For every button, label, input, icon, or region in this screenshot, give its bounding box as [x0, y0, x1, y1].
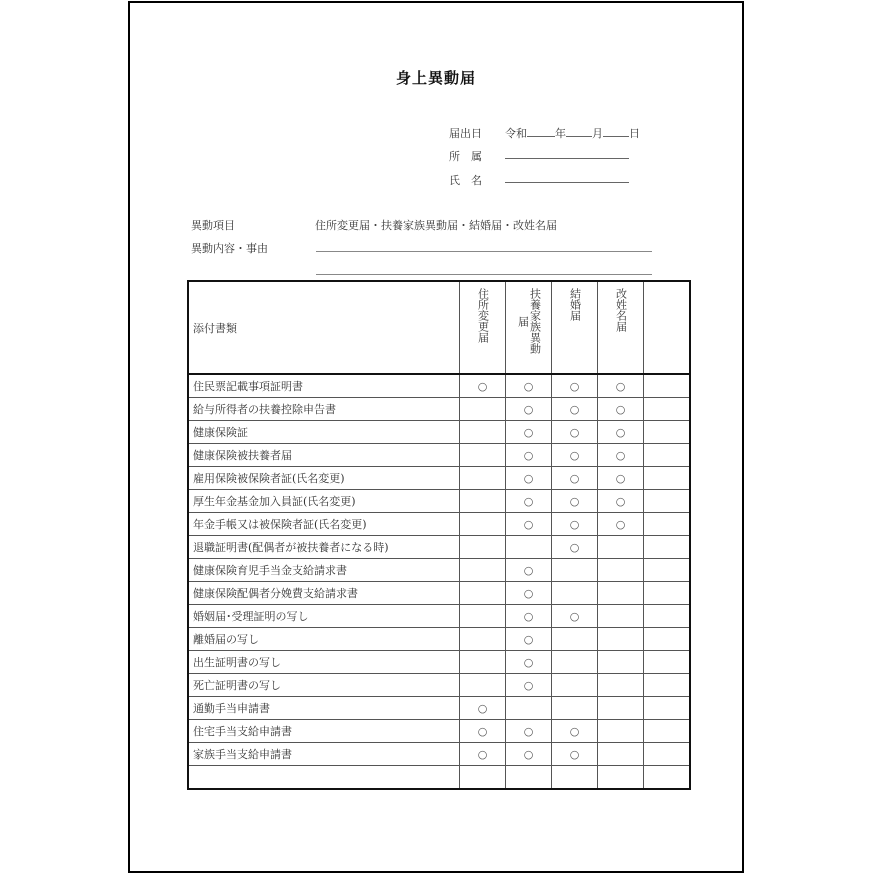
document-name: 家族手当支給申請書 [188, 743, 460, 766]
table-row [188, 559, 690, 582]
document-name: 住宅手当支給申請書 [188, 720, 460, 743]
form-page [128, 1, 744, 873]
mark-cell[interactable]: ○ [506, 582, 552, 605]
col-name-change: 改姓名届 [598, 281, 644, 374]
items-value: 住所変更届・扶養家族異動届・結婚届・改姓名届 [315, 219, 557, 232]
mark-cell[interactable] [598, 766, 644, 790]
table-row [188, 651, 690, 674]
table-row [188, 513, 690, 536]
mark-cell[interactable]: ○ [506, 605, 552, 628]
reason-line-2[interactable] [316, 262, 652, 275]
blank-cell[interactable] [644, 674, 691, 697]
date-value[interactable] [505, 125, 640, 141]
blank-cell[interactable] [644, 766, 691, 790]
mark-cell[interactable] [552, 582, 598, 605]
mark-cell[interactable] [552, 651, 598, 674]
mark-cell[interactable] [598, 651, 644, 674]
mark-cell[interactable]: ○ [460, 720, 506, 743]
mark-cell[interactable]: ○ [552, 720, 598, 743]
dept-label: 所 属 [449, 150, 482, 163]
blank-cell[interactable] [644, 467, 691, 490]
mark-cell[interactable] [506, 536, 552, 559]
attachments-table [187, 280, 691, 790]
blank-cell[interactable] [644, 444, 691, 467]
mark-cell[interactable]: ○ [598, 421, 644, 444]
mark-cell[interactable]: ○ [598, 490, 644, 513]
mark-cell[interactable]: ○ [598, 467, 644, 490]
mark-cell[interactable]: ○ [460, 374, 506, 398]
blank-cell[interactable] [644, 651, 691, 674]
mark-cell[interactable] [460, 490, 506, 513]
mark-cell[interactable]: ○ [552, 536, 598, 559]
era-label: 令和 [505, 127, 527, 140]
table-row [188, 720, 690, 743]
mark-cell[interactable] [598, 536, 644, 559]
blank-cell[interactable] [644, 536, 691, 559]
dept-field[interactable] [505, 148, 629, 162]
document-name: 離婚届の写し [188, 628, 460, 651]
mark-cell[interactable] [552, 766, 598, 790]
blank-cell[interactable] [644, 398, 691, 421]
mark-cell[interactable] [460, 444, 506, 467]
document-name: 出生証明書の写し [188, 651, 460, 674]
blank-cell[interactable] [644, 513, 691, 536]
mark-cell[interactable]: ○ [506, 374, 552, 398]
mark-cell[interactable]: ○ [506, 651, 552, 674]
mark-cell[interactable]: ○ [598, 398, 644, 421]
mark-cell[interactable] [598, 743, 644, 766]
mark-cell[interactable] [460, 513, 506, 536]
mark-cell[interactable]: ○ [552, 743, 598, 766]
document-name: 健康保険配偶者分娩費支給請求書 [188, 582, 460, 605]
mark-cell[interactable] [598, 582, 644, 605]
mark-cell[interactable]: ○ [552, 421, 598, 444]
mark-cell[interactable] [598, 559, 644, 582]
table-row [188, 444, 690, 467]
mark-cell[interactable] [460, 536, 506, 559]
blank-cell[interactable] [644, 697, 691, 720]
table-row [188, 628, 690, 651]
document-name: 年金手帳又は被保険者証(氏名変更) [188, 513, 460, 536]
mark-cell[interactable]: ○ [506, 720, 552, 743]
document-name: 給与所得者の扶養控除申告書 [188, 398, 460, 421]
mark-cell[interactable] [506, 766, 552, 790]
document-name: 通勤手当申請書 [188, 697, 460, 720]
mark-cell[interactable]: ○ [598, 513, 644, 536]
mark-cell[interactable] [552, 559, 598, 582]
mark-cell[interactable] [598, 628, 644, 651]
mark-cell[interactable] [460, 605, 506, 628]
mark-cell[interactable] [460, 559, 506, 582]
date-label: 届出日 [449, 127, 482, 140]
document-name: 健康保険被扶養者届 [188, 444, 460, 467]
mark-cell[interactable]: ○ [506, 743, 552, 766]
table-row [188, 374, 690, 398]
document-name: 住民票記載事項証明書 [188, 374, 460, 398]
mark-cell[interactable]: ○ [552, 513, 598, 536]
mark-cell[interactable]: ○ [552, 374, 598, 398]
col-dependent-change: 扶養家族異動 届 [506, 281, 552, 374]
mark-cell[interactable]: ○ [552, 467, 598, 490]
mark-cell[interactable] [460, 421, 506, 444]
mark-cell[interactable] [460, 467, 506, 490]
mark-cell[interactable]: ○ [552, 605, 598, 628]
mark-cell[interactable] [598, 605, 644, 628]
mark-cell[interactable]: ○ [552, 444, 598, 467]
mark-cell[interactable]: ○ [506, 513, 552, 536]
items-label: 異動項目 [191, 219, 235, 232]
corner-cell: 添付書類 [188, 281, 460, 374]
blank-cell[interactable] [644, 559, 691, 582]
document-name: 健康保険育児手当金支給請求書 [188, 559, 460, 582]
day-label: 日 [629, 127, 640, 140]
table-row [188, 490, 690, 513]
mark-cell[interactable]: ○ [506, 467, 552, 490]
mark-cell[interactable] [552, 674, 598, 697]
document-name: 退職証明書(配偶者が被扶養者になる時) [188, 536, 460, 559]
table-row [188, 421, 690, 444]
document-name: 婚姻届･受理証明の写し [188, 605, 460, 628]
col-blank [644, 281, 691, 374]
reason-label: 異動内容・事由 [191, 242, 268, 255]
mark-cell[interactable] [552, 628, 598, 651]
document-name [188, 766, 460, 790]
blank-cell[interactable] [644, 374, 691, 398]
mark-cell[interactable] [460, 651, 506, 674]
document-name: 健康保険証 [188, 421, 460, 444]
mark-cell[interactable]: ○ [460, 697, 506, 720]
table-row [188, 766, 690, 790]
col-marriage: 結婚届 [552, 281, 598, 374]
mark-cell[interactable] [460, 766, 506, 790]
mark-cell[interactable]: ○ [598, 374, 644, 398]
table-row [188, 582, 690, 605]
mark-cell[interactable]: ○ [506, 444, 552, 467]
blank-cell[interactable] [644, 720, 691, 743]
name-label: 氏 名 [449, 174, 482, 187]
table-row [188, 605, 690, 628]
month-label: 月 [592, 127, 603, 140]
name-field[interactable] [505, 172, 629, 186]
mark-cell[interactable]: ○ [552, 398, 598, 421]
blank-cell[interactable] [644, 628, 691, 651]
mark-cell[interactable] [460, 398, 506, 421]
mark-cell[interactable]: ○ [506, 674, 552, 697]
table-row [188, 536, 690, 559]
mark-cell[interactable]: ○ [506, 421, 552, 444]
mark-cell[interactable] [460, 628, 506, 651]
table-row [188, 674, 690, 697]
blank-cell[interactable] [644, 582, 691, 605]
table-row [188, 697, 690, 720]
reason-line-1[interactable] [316, 239, 652, 252]
table-row [188, 467, 690, 490]
mark-cell[interactable] [598, 697, 644, 720]
document-name: 死亡証明書の写し [188, 674, 460, 697]
mark-cell[interactable]: ○ [460, 743, 506, 766]
mark-cell[interactable]: ○ [506, 559, 552, 582]
form-title: 身上異動届 [395, 69, 476, 87]
mark-cell[interactable] [598, 720, 644, 743]
col-address-change: 住所変更届 [460, 281, 506, 374]
mark-cell[interactable]: ○ [506, 628, 552, 651]
document-name: 雇用保険被保険者証(氏名変更) [188, 467, 460, 490]
table-row [188, 743, 690, 766]
mark-cell[interactable]: ○ [598, 444, 644, 467]
mark-cell[interactable] [552, 697, 598, 720]
mark-cell[interactable] [506, 697, 552, 720]
mark-cell[interactable]: ○ [552, 490, 598, 513]
blank-cell[interactable] [644, 421, 691, 444]
mark-cell[interactable]: ○ [506, 398, 552, 421]
year-label: 年 [555, 127, 566, 140]
blank-cell[interactable] [644, 490, 691, 513]
blank-cell[interactable] [644, 605, 691, 628]
document-name: 厚生年金基金加入員証(氏名変更) [188, 490, 460, 513]
mark-cell[interactable] [598, 674, 644, 697]
table-header-row [188, 281, 690, 374]
mark-cell[interactable] [460, 582, 506, 605]
table-row [188, 398, 690, 421]
mark-cell[interactable]: ○ [506, 490, 552, 513]
blank-cell[interactable] [644, 743, 691, 766]
mark-cell[interactable] [460, 674, 506, 697]
